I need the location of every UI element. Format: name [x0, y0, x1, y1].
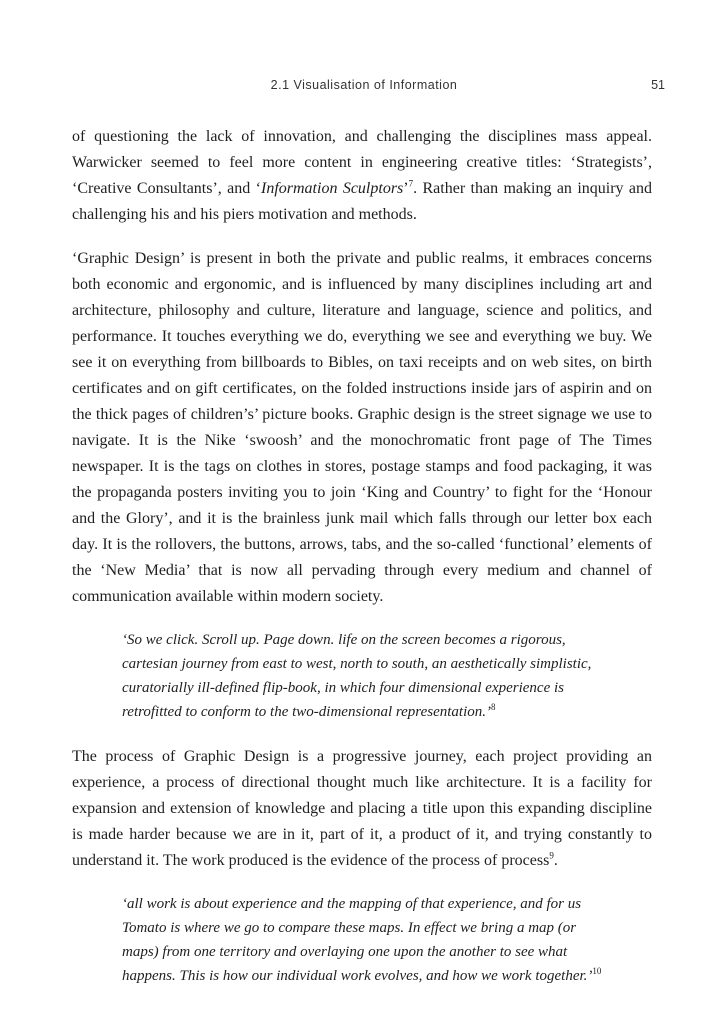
paragraph-3-text: The process of Graphic Design is a progressive journey, each project providing an experience, a process of directional thought much like architecture. It is a facility for expansion and extension of knowledge and placing a title upon this expanding discipline is made harder because we are in it, part of it, a product of it, and trying constantly to understand it. The work produced is the evidence of the process of process [72, 748, 652, 869]
body-text [72, 124, 652, 1008]
footnote-ref-10: 10 [592, 966, 602, 976]
running-header: 2.1 Visualisation of Information [270, 78, 458, 92]
block-quote-1 [122, 628, 602, 724]
paragraph-3 [72, 744, 652, 874]
block-quote-1-text: ‘So we click. Scroll up. Page down. life on the screen becomes a rigorous, cartesian journey from east to west, north to south, an aesthetically simplistic, curatorially ill-defined flip-book, in which four dimensional experience is retrofitted to conform to the two-dimensional representation.’ [122, 632, 592, 720]
paragraph-1-text-a: of questioning the lack of innovation, and challenging the disciplines mass appeal. Warwicker seemed to feel more content in engineering creative titles: ‘Strategists’, ‘Creative Consultants’, and ‘ [72, 128, 652, 197]
footnote-ref-8: 8 [491, 702, 496, 712]
page-number: 51 [651, 78, 665, 92]
paragraph-1-text-c: . Rather than making an inquiry and challenging his and his piers motivation and methods. [72, 180, 653, 223]
emphasis-information-sculptors: Information Sculptors [261, 180, 404, 197]
footnote-ref-7: 7 [408, 178, 414, 189]
block-quote-2 [122, 892, 602, 988]
paragraph-1 [72, 124, 652, 228]
paragraph-3-end: . [553, 852, 558, 869]
block-quote-2-text: ‘all work is about experience and the mapping of that experience, and for us Tomato is where we go to compare these maps. In effect we bring a map (or maps) from one territory and overlaying one upon the another to see what happens. This is how our individual work evolves, and how we work together.’ [122, 896, 593, 984]
footnote-ref-9: 9 [549, 850, 554, 861]
paragraph-2: ‘Graphic Design’ is present in both the private and public realms, it embraces concerns both economic and ergonomic, and is influenced by many disciplines including art and architecture, philosophy and culture, literature and language, science and politics, and performance. It touches everything we do, everything we see and everything we buy. We see it on everything from billboards to Bibles, on taxi receipts and on web sites, on birth certificates and on gift certificates, on the folded instructions inside jars of aspirin and on the thick pages of children’s’ picture books. Graphic design is the street signage we use to navigate. It is the Nike ‘swoosh’ and the monochromatic front page of The Times newspaper. It is the tags on clothes in stores, postage stamps and food packaging, it was the propaganda posters inviting you to join ‘King and Country’ to fight for the ‘Honour and the Glory’, and it is the brainless junk mail which falls through our letter box each day. It is the rollovers, the buttons, arrows, tabs, and the so-called ‘functional’ elements of the ‘New Media’ that is now all pervading through every medium and channel of communication available within modern society. [72, 250, 652, 605]
paragraph-1-text-b: ’ [403, 180, 409, 197]
